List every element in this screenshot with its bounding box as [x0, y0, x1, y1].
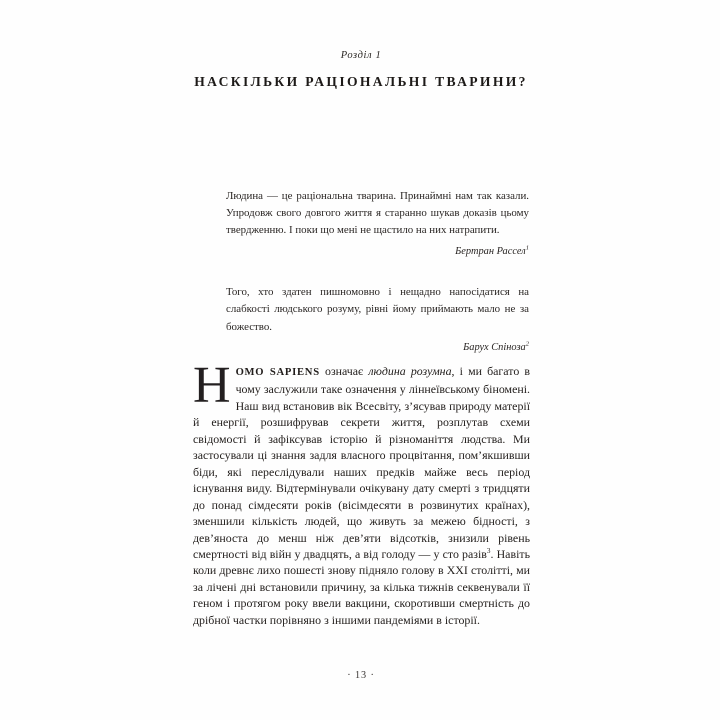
drop-cap: H [193, 357, 231, 414]
body-segment: означає [319, 364, 369, 378]
body-copy [193, 357, 531, 628]
italic-term: людина розумна [368, 364, 452, 378]
opening-paragraph [193, 357, 531, 628]
chapter-title: НАСКІЛЬКИ РАЦІОНАЛЬНІ ТВАРИНИ? [194, 73, 528, 89]
epigraph-group [226, 188, 529, 354]
footnote-marker: 1 [525, 244, 529, 252]
body-segment: , і ми багато в чому заслужили таке означення у ліннеївському біномені. Наш вид встановив вік Всесвіту, з’ясував природу матерії й енергії, розшифрував секрети життя, розплутав схеми свідомості й зафіксував історію й різноманіття людства. Ми застосували ці знання задля власного процвітання, пом’якшивши біди, які переслідували наших предків майже весь період існування виду. Відтермінували очікувану дату смерті з тридцяти до понад сімдесяти років (вісімдесяти в розвинутих країнах), зменшили кількість людей, що живуть за межею бідності, з дев’яноста до менш ніж дев’яти відсотків, знизили рівень смертності від війн у двадцять, а від голоду — у сто разів [193, 364, 531, 561]
footnote-marker: 3 [486, 547, 491, 556]
epigraph-attribution [226, 341, 529, 355]
chapter-number-label: Розділ 1 [340, 50, 382, 61]
epigraph-author-name: Бертран Рассел [455, 245, 526, 257]
lead-small-caps: OMO SAPIENS [235, 367, 320, 378]
epigraph-attribution [226, 245, 529, 259]
page-number: · 13 · [347, 670, 375, 681]
footnote-marker: 2 [525, 340, 529, 348]
epigraph-item [226, 188, 529, 258]
chapter-heading [193, 50, 529, 91]
body-segment: . Навіть коли древнє лихо пошесті знову підняло голову в XXI столітті, ми за лічені дні встановили причину, за кілька тижнів секвенували її геном і протягом року ввели вакцини, скоротивши смертність до дрібної частки порівняно з іншими пандеміями в історії. [193, 546, 530, 627]
epigraph-item [226, 284, 529, 354]
epigraph-text: Людина — це раціональна тварина. Принаймні нам так казали. Упродовж свого довгого життя я старанно шукав доказів цьому твердженню. І поки що мені не щастило на них натрапити. [226, 190, 529, 237]
epigraph-author-name: Барух Спіноза [463, 341, 526, 353]
epigraph-text: Того, хто здатен пишномовно і нещадно напосідатися на слабкості людського розуму, рівні йому приймають мало не за божество. [226, 286, 529, 333]
